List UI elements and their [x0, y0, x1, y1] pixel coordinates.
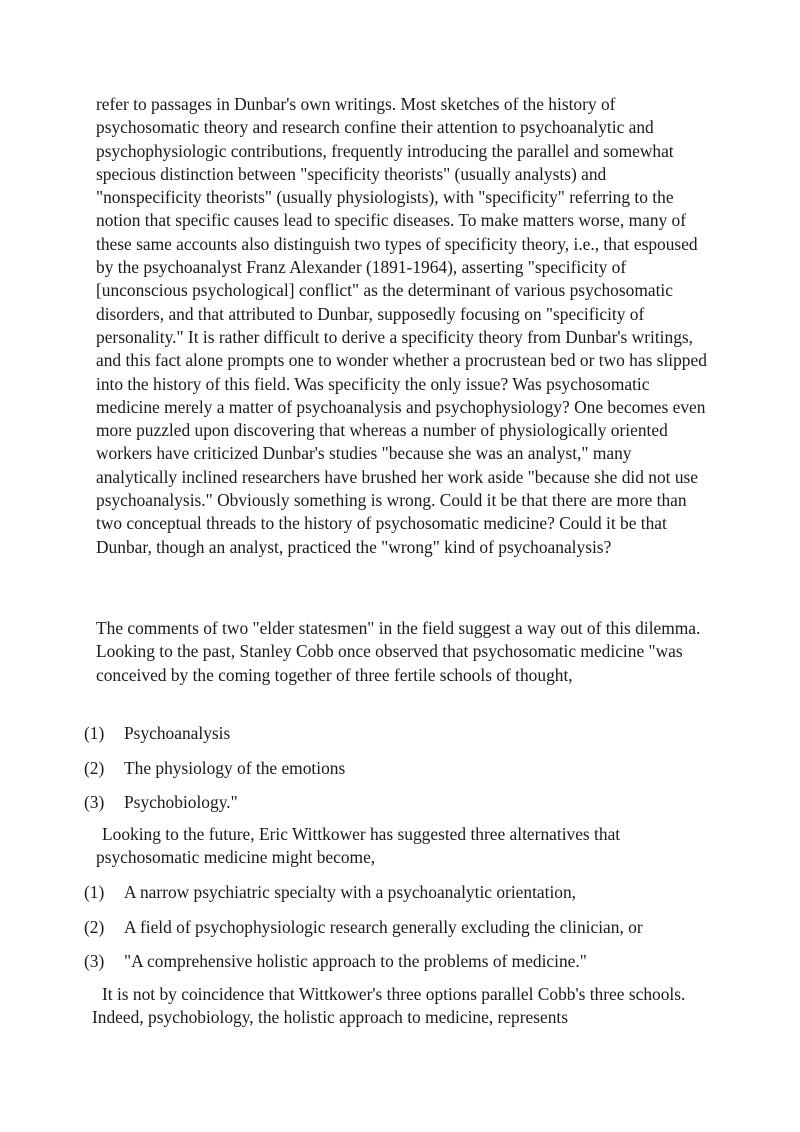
list-text: A narrow psychiatric specialty with a psychoanalytic orientation, — [124, 882, 577, 902]
body-paragraph-cobb-comments: The comments of two "elder statesmen" in the field suggest a way out of this dilemma. Looking to the past, Stanley Cobb once observed that psychosomatic medicine "was conceived by the coming together of three fertile schools of thought, — [96, 618, 701, 685]
body-paragraph-conclusion: It is not by coincidence that Wittkower's three options parallel Cobb's three schools. Indeed, psychobiology, the holistic approach to medicine, represents — [92, 984, 686, 1028]
wittkower-list-item — [84, 880, 724, 904]
cobb-list-item — [84, 790, 724, 814]
list-text: "A comprehensive holistic approach to the problems of medicine." — [124, 951, 587, 971]
list-text: A field of psychophysiologic research generally excluding the clinician, or — [124, 917, 643, 937]
wittkower-list-item — [84, 915, 724, 939]
wittkower-list-item — [84, 949, 724, 973]
cobb-list-item — [84, 721, 724, 745]
body-paragraph-wittkower-intro: Looking to the future, Eric Wittkower has suggested three alternatives that psychosomatic medicine might become, — [96, 824, 621, 868]
list-text: Psychobiology." — [124, 792, 238, 812]
list-number: (2) — [84, 917, 105, 937]
list-number: (1) — [84, 882, 105, 902]
list-number: (3) — [84, 792, 105, 812]
list-number: (1) — [84, 723, 105, 743]
cobb-list-item — [84, 756, 724, 780]
list-text: The physiology of the emotions — [124, 758, 346, 778]
list-number: (2) — [84, 758, 105, 778]
list-number: (3) — [84, 951, 105, 971]
list-text: Psychoanalysis — [124, 723, 231, 743]
body-paragraph-dunbar-specificity: refer to passages in Dunbar's own writings. Most sketches of the history of psychosomatic theory and research confine their attention to psychoanalytic and psychophysiologic contributions, frequently introducing the parallel and somewhat specious distinction between "specificity theorists" (usually analysts) and "nonspecificity theorists" (usually physiologists), with "specificity" referring to the notion that specific causes lead to specific diseases. To make matters worse, many of these same accounts also distinguish two types of specificity theory, i.e., that espoused by the psychoanalyst Franz Alexander (1891-1964), asserting "specificity of [unconscious psychological] conflict" as the determinant of various psychosomatic disorders, and that attributed to Dunbar, supposedly focusing on "specificity of personality." It is rather difficult to derive a specificity theory from Dunbar's writings, and this fact alone prompts one to wonder whether a procrustean bed or two has slipped into the history of this field. Was specificity the only issue? Was psychosomatic medicine merely a matter of psychoanalysis and psychophysiology? One becomes even more puzzled upon discovering that whereas a number of physiologically oriented workers have criticized Dunbar's studies "because she was an analyst," many analytically inclined researchers have brushed her work aside "because she did not use psychoanalysis." Obviously something is wrong. Could it be that there are more than two conceptual threads to the history of psychosomatic medicine? Could it be that Dunbar, though an analyst, practiced the "wrong" kind of psychoanalysis? — [96, 94, 707, 557]
